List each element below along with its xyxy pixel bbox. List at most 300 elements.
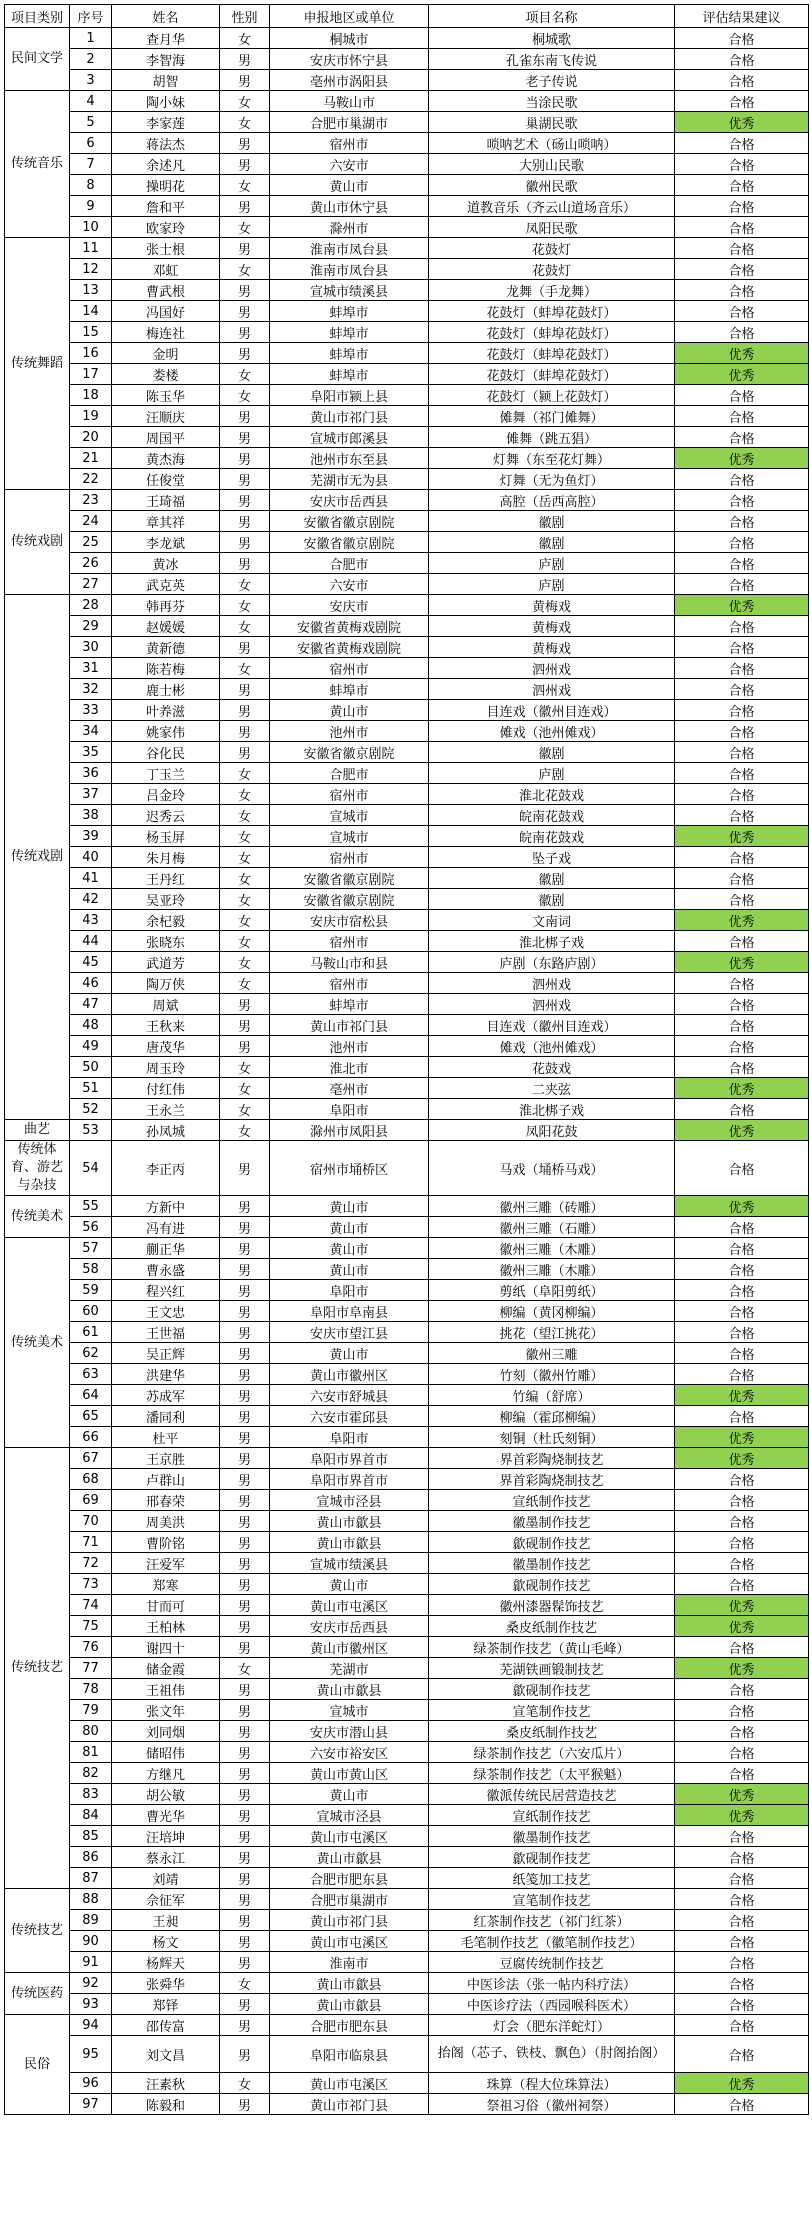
region-cell: 阜阳市: [270, 1099, 429, 1120]
name-cell: 李智海: [112, 49, 220, 70]
category-cell: 传统技艺: [5, 1889, 70, 1973]
region-cell: 黄山市祁门县: [270, 1910, 429, 1931]
table-row: [5, 1721, 809, 1742]
result-cell: 合格: [675, 385, 809, 406]
project-cell: 坠子戏: [429, 847, 675, 868]
name-cell: 苏成军: [112, 1385, 220, 1406]
index-cell: 52: [70, 1099, 112, 1120]
gender-cell: 男: [220, 700, 270, 721]
category-cell: 曲艺: [5, 1120, 70, 1141]
project-cell: 徽墨制作技艺: [429, 1511, 675, 1532]
project-cell: 花鼓灯（蚌埠花鼓灯）: [429, 343, 675, 364]
table-row: [5, 1763, 809, 1784]
project-cell: 庐剧: [429, 553, 675, 574]
table-row: [5, 1015, 809, 1036]
project-cell: 唢呐艺术（砀山唢呐）: [429, 133, 675, 154]
table-row: [5, 1280, 809, 1301]
project-cell: 花鼓戏: [429, 1057, 675, 1078]
name-cell: 李正丙: [112, 1141, 220, 1196]
index-cell: 29: [70, 616, 112, 637]
name-cell: 周玉玲: [112, 1057, 220, 1078]
index-cell: 85: [70, 1826, 112, 1847]
table-row: [5, 679, 809, 700]
region-cell: 宣城市泾县: [270, 1805, 429, 1826]
result-cell: 合格: [675, 1721, 809, 1742]
gender-cell: 男: [220, 1763, 270, 1784]
index-cell: 64: [70, 1385, 112, 1406]
index-cell: 65: [70, 1406, 112, 1427]
region-cell: 安庆市望江县: [270, 1322, 429, 1343]
index-cell: 32: [70, 679, 112, 700]
table-row: [5, 1574, 809, 1595]
name-cell: 佘征军: [112, 1889, 220, 1910]
region-cell: 黄山市祁门县: [270, 2094, 429, 2115]
project-cell: 徽剧: [429, 889, 675, 910]
index-cell: 45: [70, 952, 112, 973]
name-cell: 潘同利: [112, 1406, 220, 1427]
name-cell: 朱月梅: [112, 847, 220, 868]
category-cell: 传统美术: [5, 1196, 70, 1238]
index-cell: 89: [70, 1910, 112, 1931]
gender-cell: 男: [220, 469, 270, 490]
gender-cell: 男: [220, 1015, 270, 1036]
result-cell: 合格: [675, 175, 809, 196]
result-cell: 合格: [675, 637, 809, 658]
result-cell: 优秀: [675, 1196, 809, 1217]
result-cell: 合格: [675, 1057, 809, 1078]
result-cell: 合格: [675, 1406, 809, 1427]
gender-cell: 男: [220, 1931, 270, 1952]
result-cell: 合格: [675, 259, 809, 280]
region-cell: 黄山市: [270, 1196, 429, 1217]
region-cell: 黄山市屯溪区: [270, 1595, 429, 1616]
table-row: [5, 1196, 809, 1217]
result-cell: 合格: [675, 322, 809, 343]
table-row: [5, 1889, 809, 1910]
result-cell: 合格: [675, 532, 809, 553]
region-cell: 黄山市歙县: [270, 1679, 429, 1700]
index-cell: 60: [70, 1301, 112, 1322]
gender-cell: 男: [220, 280, 270, 301]
region-cell: 安庆市岳西县: [270, 1616, 429, 1637]
result-cell: 合格: [675, 1763, 809, 1784]
index-cell: 3: [70, 70, 112, 91]
table-row: [5, 91, 809, 112]
region-cell: 宿州市: [270, 133, 429, 154]
index-cell: 22: [70, 469, 112, 490]
region-cell: 蚌埠市: [270, 679, 429, 700]
gender-cell: 女: [220, 931, 270, 952]
index-cell: 61: [70, 1322, 112, 1343]
region-cell: 蚌埠市: [270, 301, 429, 322]
table-row: [5, 784, 809, 805]
gender-cell: 男: [220, 1952, 270, 1973]
index-cell: 35: [70, 742, 112, 763]
index-cell: 40: [70, 847, 112, 868]
gender-cell: 男: [220, 301, 270, 322]
table-row: [5, 154, 809, 175]
region-cell: 黄山市: [270, 1784, 429, 1805]
index-cell: 47: [70, 994, 112, 1015]
index-cell: 23: [70, 490, 112, 511]
index-cell: 77: [70, 1658, 112, 1679]
result-cell: 优秀: [675, 595, 809, 616]
table-row: [5, 1057, 809, 1078]
index-cell: 24: [70, 511, 112, 532]
name-cell: 胡公敏: [112, 1784, 220, 1805]
gender-cell: 女: [220, 385, 270, 406]
name-cell: 韩再芬: [112, 595, 220, 616]
region-cell: 阜阳市阜南县: [270, 1301, 429, 1322]
gender-cell: 女: [220, 784, 270, 805]
project-cell: 绿茶制作技艺（太平猴魁）: [429, 1763, 675, 1784]
region-cell: 合肥市巢湖市: [270, 1889, 429, 1910]
result-cell: 合格: [675, 553, 809, 574]
name-cell: 迟秀云: [112, 805, 220, 826]
result-cell: 合格: [675, 1994, 809, 2015]
region-cell: 合肥市: [270, 553, 429, 574]
index-cell: 15: [70, 322, 112, 343]
region-cell: 芜湖市无为县: [270, 469, 429, 490]
gender-cell: 男: [220, 2036, 270, 2073]
project-cell: 宣笔制作技艺: [429, 1889, 675, 1910]
table-row: [5, 847, 809, 868]
gender-cell: 女: [220, 910, 270, 931]
name-cell: 郑铎: [112, 1994, 220, 2015]
name-cell: 金明: [112, 343, 220, 364]
index-cell: 79: [70, 1700, 112, 1721]
name-cell: 刘靖: [112, 1868, 220, 1889]
gender-cell: 女: [220, 259, 270, 280]
table-body: [5, 28, 809, 2115]
region-cell: 蚌埠市: [270, 364, 429, 385]
result-cell: 优秀: [675, 1385, 809, 1406]
index-cell: 10: [70, 217, 112, 238]
name-cell: 冯国好: [112, 301, 220, 322]
name-cell: 操明花: [112, 175, 220, 196]
project-cell: 珠算（程大位珠算法）: [429, 2073, 675, 2094]
gender-cell: 男: [220, 637, 270, 658]
name-cell: 武克英: [112, 574, 220, 595]
project-cell: 花鼓灯: [429, 259, 675, 280]
table-row: [5, 1553, 809, 1574]
index-cell: 39: [70, 826, 112, 847]
name-cell: 陶小妹: [112, 91, 220, 112]
result-cell: 优秀: [675, 910, 809, 931]
name-cell: 丁玉兰: [112, 763, 220, 784]
result-cell: 优秀: [675, 1120, 809, 1141]
name-cell: 陈毅和: [112, 2094, 220, 2115]
result-cell: 合格: [675, 1364, 809, 1385]
result-cell: 合格: [675, 2036, 809, 2073]
table-row: [5, 70, 809, 91]
table-row: [5, 1973, 809, 1994]
name-cell: 吴正辉: [112, 1343, 220, 1364]
name-cell: 余杞毅: [112, 910, 220, 931]
project-cell: 歙砚制作技艺: [429, 1847, 675, 1868]
name-cell: 王京胜: [112, 1448, 220, 1469]
index-cell: 37: [70, 784, 112, 805]
table-row: [5, 805, 809, 826]
name-cell: 汪素秋: [112, 2073, 220, 2094]
gender-cell: 女: [220, 805, 270, 826]
gender-cell: 男: [220, 1889, 270, 1910]
gender-cell: 男: [220, 553, 270, 574]
project-cell: 庐剧: [429, 574, 675, 595]
name-cell: 蔡永江: [112, 1847, 220, 1868]
index-cell: 13: [70, 280, 112, 301]
category-cell: 传统舞蹈: [5, 238, 70, 490]
result-cell: 合格: [675, 1889, 809, 1910]
project-cell: 宣纸制作技艺: [429, 1490, 675, 1511]
region-cell: 阜阳市界首市: [270, 1469, 429, 1490]
table-row: [5, 1847, 809, 1868]
gender-cell: 男: [220, 2094, 270, 2115]
gender-cell: 男: [220, 1427, 270, 1448]
name-cell: 卢群山: [112, 1469, 220, 1490]
gender-cell: 男: [220, 1616, 270, 1637]
table-row: [5, 868, 809, 889]
gender-cell: 男: [220, 1364, 270, 1385]
project-cell: 柳编（黄冈柳编）: [429, 1301, 675, 1322]
region-cell: 安庆市宿松县: [270, 910, 429, 931]
result-cell: 合格: [675, 1343, 809, 1364]
result-cell: 合格: [675, 406, 809, 427]
region-cell: 黄山市屯溪区: [270, 1826, 429, 1847]
index-cell: 50: [70, 1057, 112, 1078]
result-cell: 合格: [675, 133, 809, 154]
result-cell: 合格: [675, 49, 809, 70]
result-cell: 合格: [675, 2015, 809, 2036]
header-category: 项目类别: [5, 5, 70, 28]
gender-cell: 男: [220, 532, 270, 553]
project-cell: 中医诊法（张一帖内科疗法）: [429, 1973, 675, 1994]
gender-cell: 女: [220, 658, 270, 679]
index-cell: 58: [70, 1259, 112, 1280]
table-row: [5, 1826, 809, 1847]
result-cell: 合格: [675, 994, 809, 1015]
table-row: [5, 973, 809, 994]
gender-cell: 男: [220, 1679, 270, 1700]
project-cell: 道教音乐（齐云山道场音乐）: [429, 196, 675, 217]
region-cell: 安徽省黄梅戏剧院: [270, 637, 429, 658]
index-cell: 42: [70, 889, 112, 910]
project-cell: 歙砚制作技艺: [429, 1574, 675, 1595]
result-cell: 合格: [675, 511, 809, 532]
project-cell: 柳编（霍邱柳编）: [429, 1406, 675, 1427]
gender-cell: 男: [220, 1910, 270, 1931]
region-cell: 安庆市: [270, 595, 429, 616]
index-cell: 97: [70, 2094, 112, 2115]
heritage-inheritor-evaluation-table: [4, 4, 809, 2115]
gender-cell: 女: [220, 2073, 270, 2094]
project-cell: 徽州三雕（石雕）: [429, 1217, 675, 1238]
region-cell: 安徽省徽京剧院: [270, 532, 429, 553]
index-cell: 88: [70, 1889, 112, 1910]
name-cell: 陶万侠: [112, 973, 220, 994]
header-index: 序号: [70, 5, 112, 28]
index-cell: 53: [70, 1120, 112, 1141]
region-cell: 黄山市黄山区: [270, 1763, 429, 1784]
index-cell: 17: [70, 364, 112, 385]
table-row: [5, 1994, 809, 2015]
project-cell: 徽派传统民居营造技艺: [429, 1784, 675, 1805]
index-cell: 63: [70, 1364, 112, 1385]
name-cell: 周美洪: [112, 1511, 220, 1532]
index-cell: 67: [70, 1448, 112, 1469]
project-cell: 花鼓灯（蚌埠花鼓灯）: [429, 301, 675, 322]
name-cell: 曹武根: [112, 280, 220, 301]
result-cell: 合格: [675, 1868, 809, 1889]
table-row: [5, 574, 809, 595]
table-row: [5, 1469, 809, 1490]
project-cell: 徽州民歌: [429, 175, 675, 196]
result-cell: 合格: [675, 2094, 809, 2115]
table-row: [5, 2015, 809, 2036]
project-cell: 泗州戏: [429, 658, 675, 679]
gender-cell: 女: [220, 763, 270, 784]
name-cell: 陈若梅: [112, 658, 220, 679]
project-cell: 界首彩陶烧制技艺: [429, 1448, 675, 1469]
name-cell: 杨玉屏: [112, 826, 220, 847]
table-row: [5, 259, 809, 280]
gender-cell: 男: [220, 1742, 270, 1763]
project-cell: 文南词: [429, 910, 675, 931]
result-cell: 优秀: [675, 1595, 809, 1616]
gender-cell: 男: [220, 1826, 270, 1847]
project-cell: 傩戏（池州傩戏）: [429, 1036, 675, 1057]
table-row: [5, 196, 809, 217]
gender-cell: 女: [220, 1099, 270, 1120]
table-row: [5, 1078, 809, 1099]
project-cell: 挑花（望江挑花）: [429, 1322, 675, 1343]
table-row: [5, 385, 809, 406]
gender-cell: 女: [220, 826, 270, 847]
index-cell: 34: [70, 721, 112, 742]
project-cell: 二夹弦: [429, 1078, 675, 1099]
project-cell: 徽州三雕: [429, 1343, 675, 1364]
project-cell: 大别山民歌: [429, 154, 675, 175]
name-cell: 杨辉天: [112, 1952, 220, 1973]
region-cell: 宿州市: [270, 973, 429, 994]
table-row: [5, 2036, 809, 2073]
name-cell: 洪建华: [112, 1364, 220, 1385]
project-cell: 徽州三雕（木雕）: [429, 1238, 675, 1259]
gender-cell: 男: [220, 1511, 270, 1532]
index-cell: 69: [70, 1490, 112, 1511]
name-cell: 吴亚玲: [112, 889, 220, 910]
project-cell: 老子传说: [429, 70, 675, 91]
table-row: [5, 1238, 809, 1259]
index-cell: 19: [70, 406, 112, 427]
project-cell: 泗州戏: [429, 973, 675, 994]
index-cell: 21: [70, 448, 112, 469]
result-cell: 合格: [675, 763, 809, 784]
name-cell: 吕金玲: [112, 784, 220, 805]
gender-cell: 男: [220, 343, 270, 364]
project-cell: 花鼓灯: [429, 238, 675, 259]
index-cell: 46: [70, 973, 112, 994]
name-cell: 娄楼: [112, 364, 220, 385]
index-cell: 81: [70, 1742, 112, 1763]
region-cell: 亳州市涡阳县: [270, 70, 429, 91]
result-cell: 优秀: [675, 448, 809, 469]
index-cell: 84: [70, 1805, 112, 1826]
table-row: [5, 343, 809, 364]
name-cell: 李家莲: [112, 112, 220, 133]
project-cell: 徽剧: [429, 868, 675, 889]
project-cell: 泗州戏: [429, 994, 675, 1015]
result-cell: 合格: [675, 1931, 809, 1952]
category-cell: 传统体育、游艺与杂技: [5, 1141, 70, 1196]
index-cell: 54: [70, 1141, 112, 1196]
category-cell: 民间文学: [5, 28, 70, 91]
gender-cell: 男: [220, 238, 270, 259]
name-cell: 方新中: [112, 1196, 220, 1217]
region-cell: 安庆市怀宁县: [270, 49, 429, 70]
name-cell: 胡智: [112, 70, 220, 91]
gender-cell: 男: [220, 1994, 270, 2015]
index-cell: 49: [70, 1036, 112, 1057]
project-cell: 淮北花鼓戏: [429, 784, 675, 805]
table-row: [5, 448, 809, 469]
result-cell: 优秀: [675, 1616, 809, 1637]
gender-cell: 男: [220, 1784, 270, 1805]
gender-cell: 男: [220, 196, 270, 217]
gender-cell: 男: [220, 1217, 270, 1238]
result-cell: 合格: [675, 1238, 809, 1259]
table-row: [5, 175, 809, 196]
gender-cell: 男: [220, 70, 270, 91]
project-cell: 凤阳民歌: [429, 217, 675, 238]
name-cell: 张晓东: [112, 931, 220, 952]
index-cell: 92: [70, 1973, 112, 1994]
index-cell: 66: [70, 1427, 112, 1448]
project-cell: 傩舞（跳五猖）: [429, 427, 675, 448]
project-cell: 刻铜（杜氏刻铜）: [429, 1427, 675, 1448]
index-cell: 14: [70, 301, 112, 322]
name-cell: 方继凡: [112, 1763, 220, 1784]
result-cell: 合格: [675, 1217, 809, 1238]
result-cell: 合格: [675, 196, 809, 217]
region-cell: 黄山市祁门县: [270, 406, 429, 427]
region-cell: 池州市: [270, 721, 429, 742]
gender-cell: 男: [220, 154, 270, 175]
name-cell: 邓虹: [112, 259, 220, 280]
result-cell: 合格: [675, 1301, 809, 1322]
region-cell: 蚌埠市: [270, 994, 429, 1015]
result-cell: 合格: [675, 70, 809, 91]
table-row: [5, 637, 809, 658]
gender-cell: 男: [220, 1469, 270, 1490]
project-cell: 皖南花鼓戏: [429, 805, 675, 826]
result-cell: 合格: [675, 1259, 809, 1280]
index-cell: 91: [70, 1952, 112, 1973]
table-row: [5, 1868, 809, 1889]
region-cell: 合肥市肥东县: [270, 2015, 429, 2036]
table-row: [5, 658, 809, 679]
region-cell: 黄山市: [270, 1574, 429, 1595]
index-cell: 18: [70, 385, 112, 406]
name-cell: 孙凤城: [112, 1120, 220, 1141]
gender-cell: 男: [220, 1301, 270, 1322]
result-cell: 合格: [675, 658, 809, 679]
project-cell: 目连戏（徽州目连戏）: [429, 1015, 675, 1036]
project-cell: 花鼓灯（蚌埠花鼓灯）: [429, 364, 675, 385]
name-cell: 邢春荣: [112, 1490, 220, 1511]
project-cell: 高腔（岳西高腔）: [429, 490, 675, 511]
project-cell: 豆腐传统制作技艺: [429, 1952, 675, 1973]
